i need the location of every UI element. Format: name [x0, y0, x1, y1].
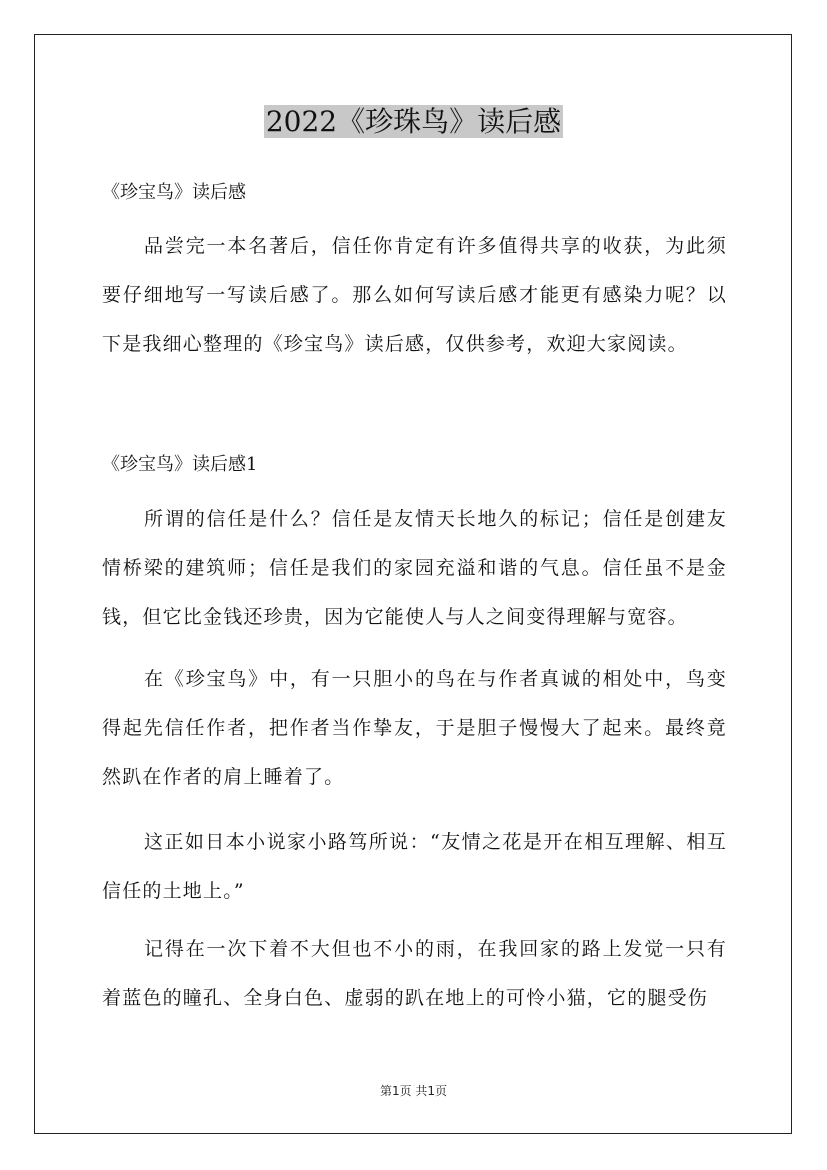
document-title: [0, 102, 827, 142]
intro-heading: 《珍宝鸟》读后感: [102, 182, 246, 203]
paragraph-3: 这正如日本小说家小路笃所说：“友情之花是开在相互理解、相互信任的土地上。”: [102, 831, 727, 902]
paragraph-1: 所谓的信任是什么？信任是友情天长地久的标记；信任是创建友情桥梁的建筑师；信任是我们的家园充溢和谐的气息。信任虽不是金钱，但它比金钱还珍贵，因为它能使人与人之间变得理解与宽容。: [102, 508, 727, 628]
document-title-text: 2022《珍珠鸟》读后感: [265, 105, 562, 138]
paragraph-2: 在《珍宝鸟》中，有一只胆小的鸟在与作者真诚的相处中，鸟变得起先信任作者，把作者当作挚友，于是胆子慢慢大了起来。最终竟然趴在作者的肩上睡着了。: [102, 668, 727, 788]
section-1-heading: 《珍宝鸟》读后感1: [102, 454, 258, 475]
page-footer: 第1页 共1页: [379, 1084, 448, 1098]
paragraph-4: 记得在一次下着不大但也不小的雨，在我回家的路上发觉一只有着蓝色的瞳孔、全身白色、虚弱的趴在地上的可怜小猫，它的腿受伤: [102, 938, 727, 1009]
intro-paragraph: 品尝完一本名著后，信任你肯定有许多值得共享的收获，为此须要仔细地写一写读后感了。那么如何写读后感才能更有感染力呢？以下是我细心整理的《珍宝鸟》读后感，仅供参考，欢迎大家阅读。: [102, 235, 727, 355]
